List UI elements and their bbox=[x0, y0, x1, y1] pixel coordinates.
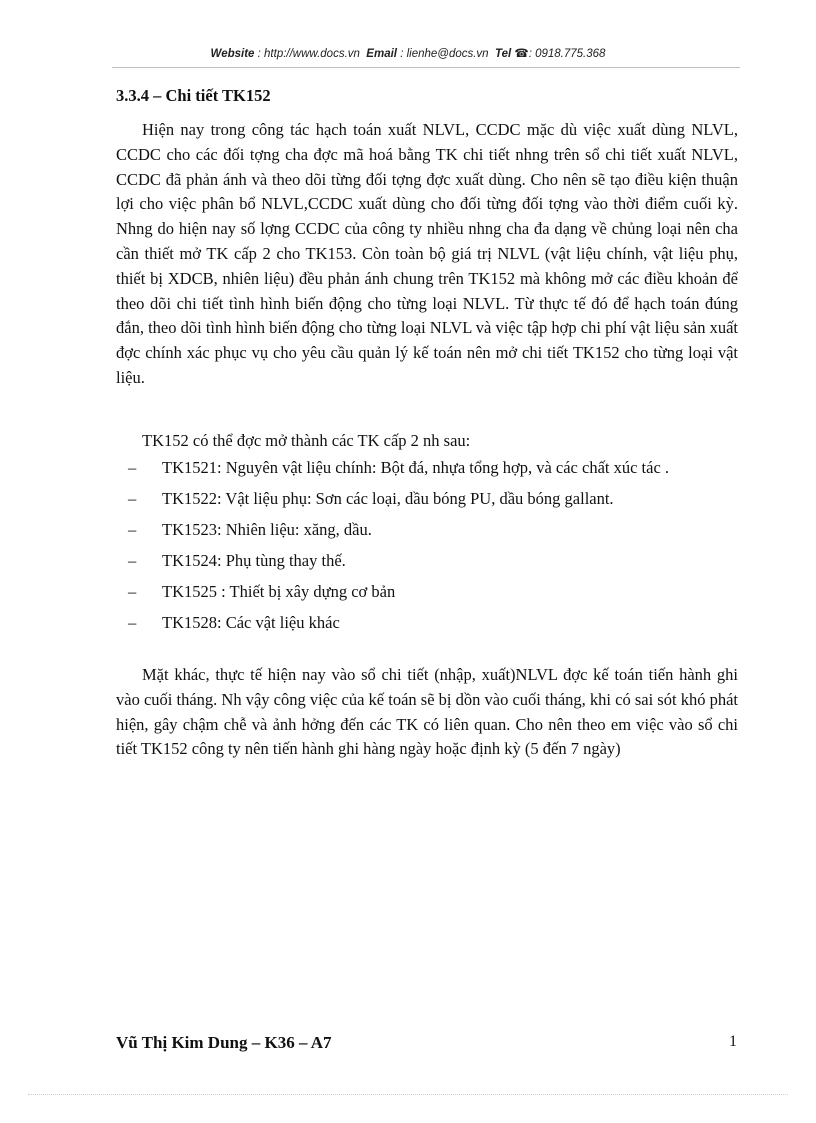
paragraph-intro: Hiện nay trong công tác hạch toán xuất NLVL, CCDC mặc dù việc xuất dùng NLVL, CCDC cho các đối tợng cha đợc mã hoá bằng TK chi tiết nhng trên sổ chi tiết xuất NLVL, CCDC đã phản ánh và theo dõi từng đối tợng đợc xuất dùng. Cho nên sẽ tạo điều kiện thuận lợi cho việc phân bổ NLVL,CCDC xuất dùng cho đối từng đối tợng vào thời điểm cuối kỳ. Nhng do hiện nay số lợng CCDC của công ty nhiều nhng cha đa dạng về chủng loại nên cha cần thiết mở TK cấp 2 cho TK153. Còn toàn bộ giá trị NLVL (vật liệu chính, vật liệu phụ, thiết bị XDCB, nhiên liệu) đều phản ánh chung trên TK152 mà không mở các điều khoản để theo dõi chi tiết tình hình biến động cho từng loại NLVL. Từ thực tế đó để hạch toán đúng đắn, theo dõi tình hình biến động cho từng loại NLVL và việc tập hợp chi phí vật liệu sản xuất đợc chính xác phục vụ cho yêu cầu quản lý kế toán nên mở chi tiết TK152 cho từng loại vật liệu. bbox=[116, 120, 738, 387]
dash-bullet: – bbox=[128, 489, 137, 508]
tel-label: Tel bbox=[494, 48, 512, 60]
list-item bbox=[116, 456, 738, 479]
section-title: 3.3.4 – Chi tiết TK152 bbox=[116, 86, 271, 105]
list-item-text: TK1523: Nhiên liệu: xăng, dầu. bbox=[162, 520, 372, 539]
header-divider bbox=[112, 67, 740, 68]
list-item-text: TK1524: Phụ tùng thay thế. bbox=[162, 551, 346, 570]
list-item bbox=[116, 518, 738, 541]
list-item-text: TK1525 : Thiết bị xây dựng cơ bản bbox=[162, 582, 396, 601]
list-item-text: TK1522: Vật liệu phụ: Sơn các loại, dầu bóng PU, dầu bóng gallant. bbox=[162, 489, 614, 508]
list-item-text: TK1528: Các vật liệu khác bbox=[162, 613, 340, 632]
list-item bbox=[116, 580, 738, 603]
dash-bullet: – bbox=[128, 551, 137, 570]
email-label: Email bbox=[366, 48, 397, 60]
phone-icon: ☎ bbox=[514, 48, 529, 60]
list-item bbox=[116, 611, 738, 634]
page-number: 1 bbox=[729, 1033, 737, 1050]
website-label: Website bbox=[210, 48, 255, 60]
list-item bbox=[116, 549, 738, 572]
footer-author: Vũ Thị Kim Dung – K36 – A7 bbox=[116, 1033, 332, 1052]
paragraph-conclusion: Mặt khác, thực tế hiện nay vào sổ chi tiết (nhập, xuất)NLVL đợc kế toán tiến hành ghi vào cuối tháng. Nh vậy công việc của kế toán sẽ bị dồn vào cuối tháng, khi có sai sót khó phát hiện, gây chậm chễ và ảnh hởng đến các TK có liên quan. Cho nên theo em việc vào sổ chi tiết TK152 công ty nên tiến hành ghi hàng ngày hoặc định kỳ (5 đến 7 ngày) bbox=[116, 665, 738, 759]
tel-value: : 0918.775.368 bbox=[528, 48, 606, 60]
dash-bullet: – bbox=[128, 582, 137, 601]
page-header bbox=[0, 46, 816, 60]
website-value[interactable]: : http://www.docs.vn bbox=[257, 48, 360, 60]
dash-bullet: – bbox=[128, 613, 137, 632]
paragraph-accounts-intro: TK152 có thể đợc mở thành các TK cấp 2 nh sau: bbox=[142, 431, 471, 450]
dash-bullet: – bbox=[128, 520, 137, 539]
account-list bbox=[116, 456, 738, 642]
list-item bbox=[116, 487, 738, 510]
dash-bullet: – bbox=[128, 458, 137, 477]
email-value[interactable]: : lienhe@docs.vn bbox=[400, 48, 489, 60]
list-item-text: TK1521: Nguyên vật liệu chính: Bột đá, nhựa tổng hợp, và các chất xúc tác . bbox=[162, 458, 670, 477]
footer-divider bbox=[28, 1094, 788, 1095]
